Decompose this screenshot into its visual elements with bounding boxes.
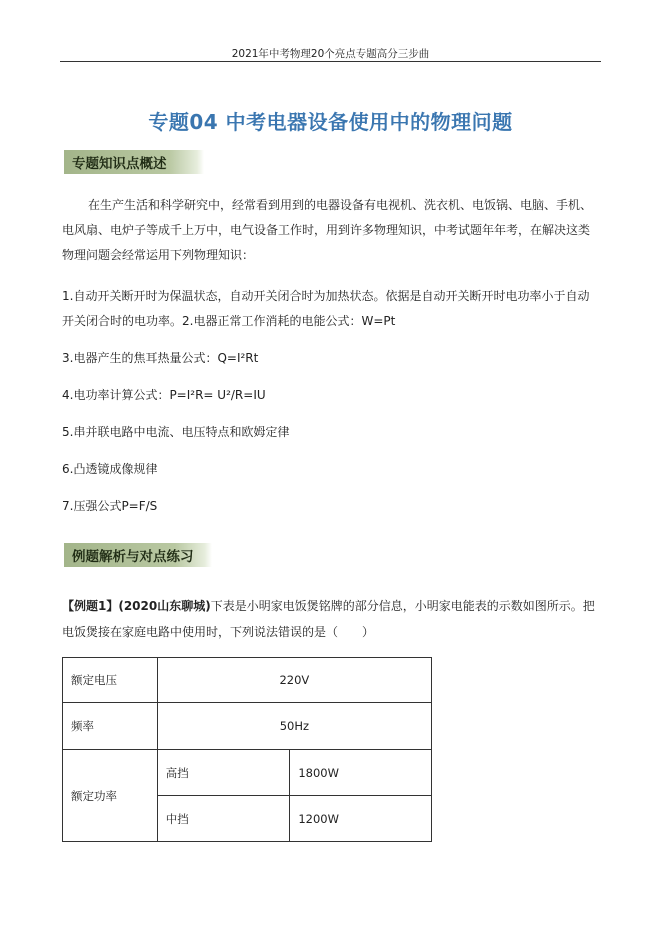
rated-voltage-value: 220V [157, 658, 431, 703]
section-banner-knowledge [64, 150, 204, 174]
knowledge-point-4: 4.电功率计算公式：P=I²R= U²/R=IU [62, 388, 266, 402]
knowledge-point-5: 5.串并联电路中电流、电压特点和欧姆定律 [62, 425, 290, 439]
table-row [63, 703, 432, 750]
mid-setting-value: 1200W [290, 796, 432, 842]
section-banner-examples [64, 543, 212, 567]
intro-paragraph: 在生产生活和科学研究中，经常看到用到的电器设备有电视机、洗衣机、电饭锅、电脑、手机、电风扇、电炉子等成千上万中，电气设备工作时，用到许多物理知识，中考试题年年考，在解决这类物理问题会经常运用下列物理知识： [62, 198, 593, 262]
rated-voltage-label: 额定电压 [63, 658, 158, 703]
knowledge-point-7: 7.压强公式P=F/S [62, 499, 158, 513]
example-1-tag: 【例题1】(2020山东聊城) [62, 599, 211, 613]
example-1-text: 下表是小明家电饭煲铭牌的部分信息，小明家电能表的示数如图所示。把电饭煲接在家庭电路中使用时，下列说法错误的是（ ） [62, 599, 595, 639]
knowledge-point-3: 3.电器产生的焦耳热量公式：Q=I²Rt [62, 351, 259, 365]
page-title: 专题04 中考电器设备使用中的物理问题 [148, 110, 513, 134]
knowledge-point-6: 6.凸透镜成像规律 [62, 462, 158, 476]
knowledge-point-1-2: 1.自动开关断开时为保温状态，自动开关闭合时为加热状态。依据是自动开关断开时电功率小于自动开关闭合时的电功率。2.电器正常工作消耗的电能公式：W=Pt [62, 289, 590, 328]
header-rule [60, 61, 601, 62]
table-row [63, 750, 432, 796]
frequency-value: 50Hz [157, 703, 431, 750]
section-banner-label: 专题知识点概述 [72, 156, 167, 172]
rice-cooker-spec-table [62, 657, 432, 842]
rated-power-label: 额定功率 [63, 750, 158, 842]
example-1-question [62, 593, 598, 645]
table-row [63, 658, 432, 703]
running-header: 2021年中考物理20个亮点专题高分三步曲 [231, 48, 430, 60]
high-setting-value: 1800W [290, 750, 432, 796]
section-banner-label: 例题解析与对点练习 [72, 549, 194, 565]
mid-setting-label: 中挡 [157, 796, 290, 842]
high-setting-label: 高挡 [157, 750, 290, 796]
frequency-label: 频率 [63, 703, 158, 750]
